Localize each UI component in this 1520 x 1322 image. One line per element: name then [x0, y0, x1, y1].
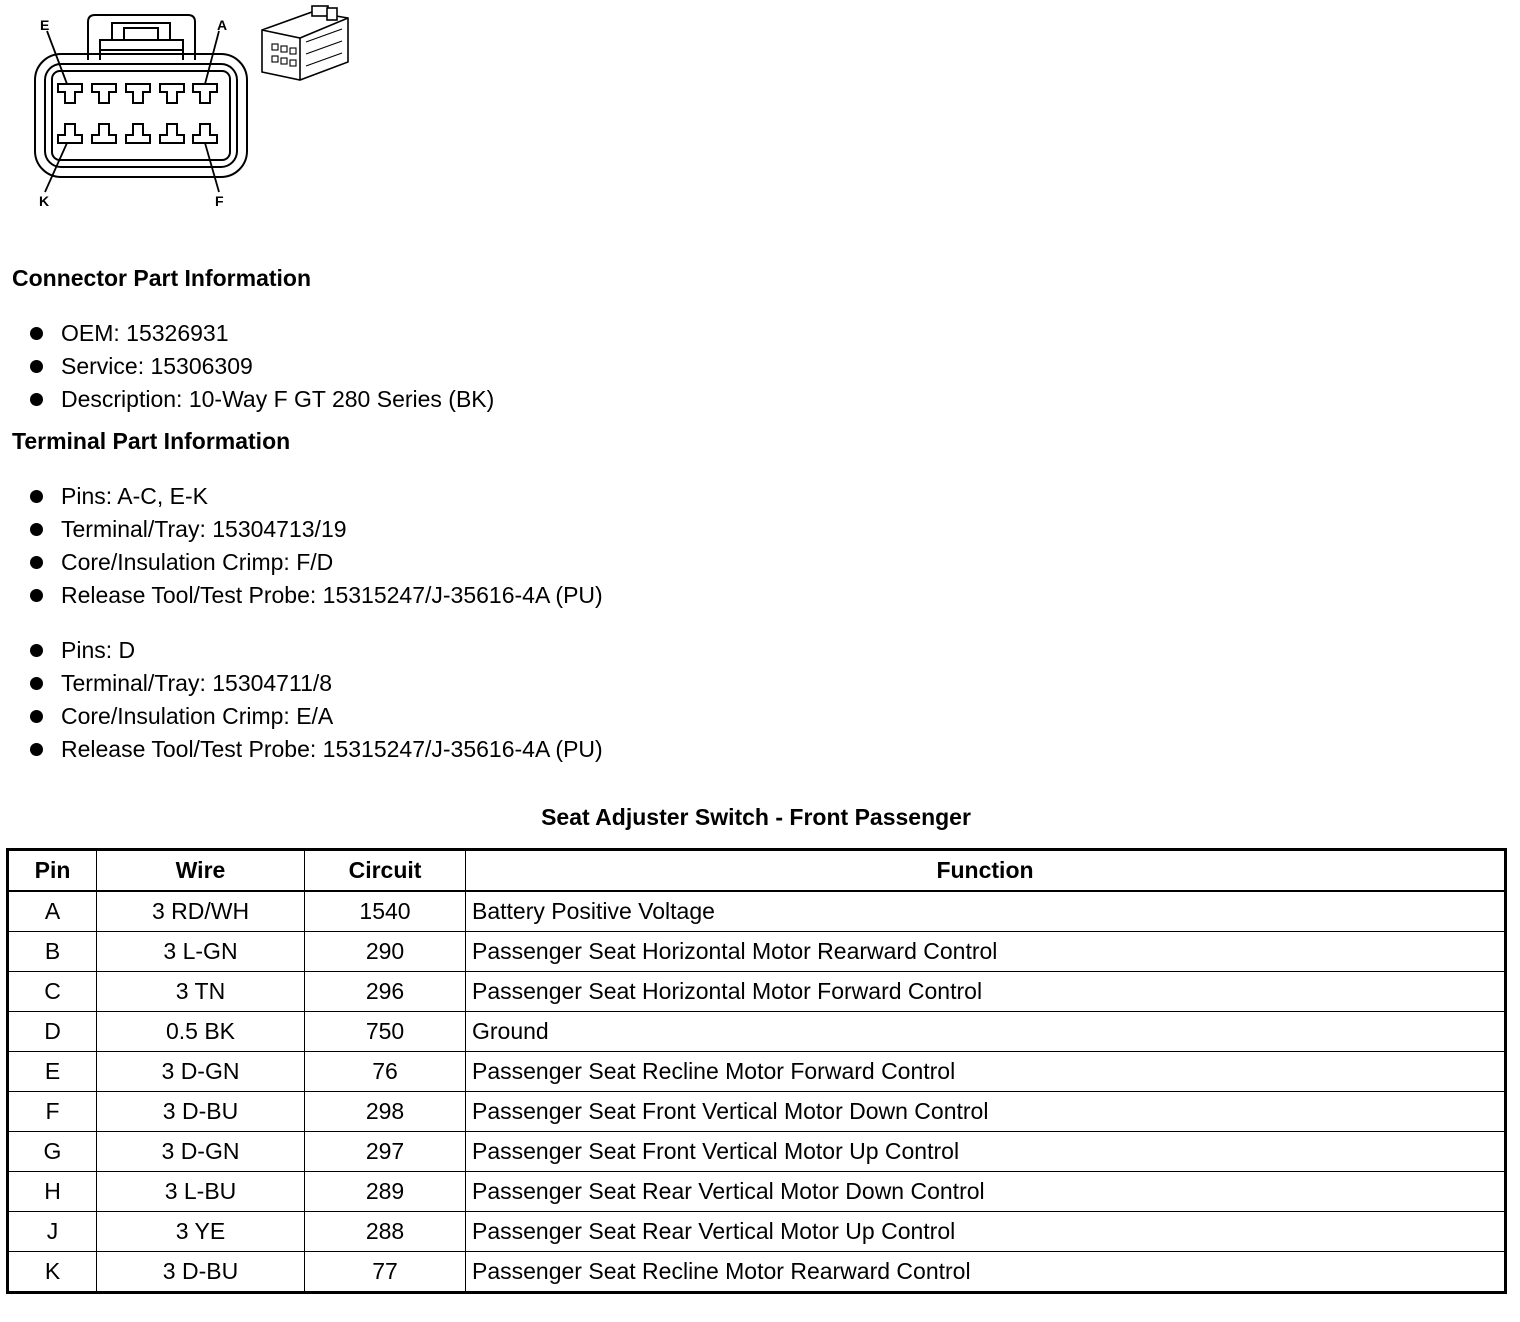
cell-function: Passenger Seat Horizontal Motor Forward Control [466, 972, 1506, 1012]
bullet-icon [30, 393, 43, 406]
table-row [8, 1212, 1506, 1252]
cell-function: Passenger Seat Horizontal Motor Rearward Control [466, 932, 1506, 972]
cell-circuit: 1540 [305, 891, 466, 932]
list-item-text: Release Tool/Test Probe: 15315247/J-35616-4A (PU) [61, 582, 603, 608]
table-row [8, 932, 1506, 972]
list-item [30, 546, 603, 579]
cell-circuit: 77 [305, 1252, 466, 1293]
list-item [30, 480, 603, 513]
pin-label-f: F [215, 193, 224, 209]
cell-pin: H [8, 1172, 97, 1212]
list-item-text: Core/Insulation Crimp: F/D [61, 549, 334, 575]
bullet-icon [30, 523, 43, 536]
table-row [8, 891, 1506, 932]
cell-wire: 3 L-BU [97, 1172, 305, 1212]
cell-circuit: 750 [305, 1012, 466, 1052]
cell-wire: 3 TN [97, 972, 305, 1012]
bullet-icon [30, 589, 43, 602]
bullet-icon [30, 743, 43, 756]
cell-circuit: 288 [305, 1212, 466, 1252]
terminal-cavity-top [58, 84, 82, 103]
table-row [8, 1172, 1506, 1212]
cell-function: Passenger Seat Recline Motor Forward Control [466, 1052, 1506, 1092]
terminal-part-info-heading: Terminal Part Information [12, 428, 291, 454]
column-header-function: Function [466, 850, 1506, 892]
bullet-icon [30, 490, 43, 503]
column-header-circuit: Circuit [305, 850, 466, 892]
cell-pin: J [8, 1212, 97, 1252]
terminal-part-info-list-1 [30, 480, 603, 612]
cell-wire: 3 L-GN [97, 932, 305, 972]
cell-circuit: 76 [305, 1052, 466, 1092]
cell-wire: 0.5 BK [97, 1012, 305, 1052]
cell-wire: 3 RD/WH [97, 891, 305, 932]
cell-pin: F [8, 1092, 97, 1132]
cell-wire: 3 D-BU [97, 1092, 305, 1132]
list-item-text: Terminal/Tray: 15304711/8 [61, 670, 333, 696]
cell-function: Passenger Seat Rear Vertical Motor Down Control [466, 1172, 1506, 1212]
list-item [30, 383, 494, 416]
cell-pin: E [8, 1052, 97, 1092]
connector-photo-icon [262, 6, 348, 80]
cell-pin: B [8, 932, 97, 972]
list-item-text: OEM: 15326931 [61, 320, 229, 346]
table-row [8, 972, 1506, 1012]
terminal-cavity-top [92, 84, 116, 103]
pinout-table [6, 848, 1507, 1294]
terminal-cavity-top [160, 84, 184, 103]
connector-part-info-heading: Connector Part Information [12, 265, 312, 291]
cell-wire: 3 D-GN [97, 1052, 305, 1092]
table-row [8, 1052, 1506, 1092]
cell-pin: A [8, 891, 97, 932]
pin-label-a: A [217, 17, 228, 33]
bullet-icon [30, 556, 43, 569]
cell-pin: C [8, 972, 97, 1012]
column-header-wire: Wire [97, 850, 305, 892]
cell-function: Passenger Seat Recline Motor Rearward Control [466, 1252, 1506, 1293]
cell-wire: 3 YE [97, 1212, 305, 1252]
list-item [30, 350, 494, 383]
cell-function: Passenger Seat Front Vertical Motor Down Control [466, 1092, 1506, 1132]
list-item [30, 579, 603, 612]
bullet-icon [30, 710, 43, 723]
cell-circuit: 289 [305, 1172, 466, 1212]
terminal-cavity-bottom [126, 124, 150, 143]
list-item-text: Service: 15306309 [61, 353, 253, 379]
bullet-icon [30, 327, 43, 340]
list-item-text: Terminal/Tray: 15304713/19 [61, 516, 347, 542]
cell-function: Battery Positive Voltage [466, 891, 1506, 932]
connector-face-diagram [0, 0, 370, 215]
terminal-cavity-bottom [92, 124, 116, 143]
terminal-cavity-bottom [58, 124, 82, 143]
terminal-cavity-top [126, 84, 150, 103]
list-item [30, 317, 494, 350]
cell-circuit: 296 [305, 972, 466, 1012]
cell-pin: D [8, 1012, 97, 1052]
list-item [30, 733, 603, 766]
table-row [8, 1012, 1506, 1052]
list-item-text: Pins: D [61, 637, 136, 663]
pin-label-e: E [40, 17, 50, 33]
cell-wire: 3 D-BU [97, 1252, 305, 1293]
cell-circuit: 290 [305, 932, 466, 972]
list-item-text: Pins: A-C, E-K [61, 483, 208, 509]
terminal-cavity-bottom [193, 124, 217, 143]
table-row [8, 1092, 1506, 1132]
cell-wire: 3 D-GN [97, 1132, 305, 1172]
bullet-icon [30, 677, 43, 690]
terminal-cavity-bottom [160, 124, 184, 143]
connector-part-info-list [30, 317, 494, 416]
list-item-text: Core/Insulation Crimp: E/A [61, 703, 334, 729]
list-item-text: Description: 10-Way F GT 280 Series (BK) [61, 386, 495, 412]
list-item [30, 634, 603, 667]
cell-function: Ground [466, 1012, 1506, 1052]
bullet-icon [30, 360, 43, 373]
cell-circuit: 298 [305, 1092, 466, 1132]
terminal-part-info-list-2 [30, 634, 603, 766]
table-title: Seat Adjuster Switch - Front Passenger [541, 804, 971, 830]
list-item [30, 700, 603, 733]
terminal-cavity-top [193, 84, 217, 103]
bullet-icon [30, 644, 43, 657]
cell-pin: G [8, 1132, 97, 1172]
cell-function: Passenger Seat Rear Vertical Motor Up Control [466, 1212, 1506, 1252]
list-item [30, 667, 603, 700]
table-row [8, 1252, 1506, 1293]
list-item-text: Release Tool/Test Probe: 15315247/J-35616-4A (PU) [61, 736, 603, 762]
cell-circuit: 297 [305, 1132, 466, 1172]
table-row [8, 1132, 1506, 1172]
cell-pin: K [8, 1252, 97, 1293]
column-header-pin: Pin [8, 850, 97, 892]
pin-label-k: K [39, 193, 50, 209]
cell-function: Passenger Seat Front Vertical Motor Up Control [466, 1132, 1506, 1172]
table-header-row [8, 850, 1506, 892]
list-item [30, 513, 603, 546]
